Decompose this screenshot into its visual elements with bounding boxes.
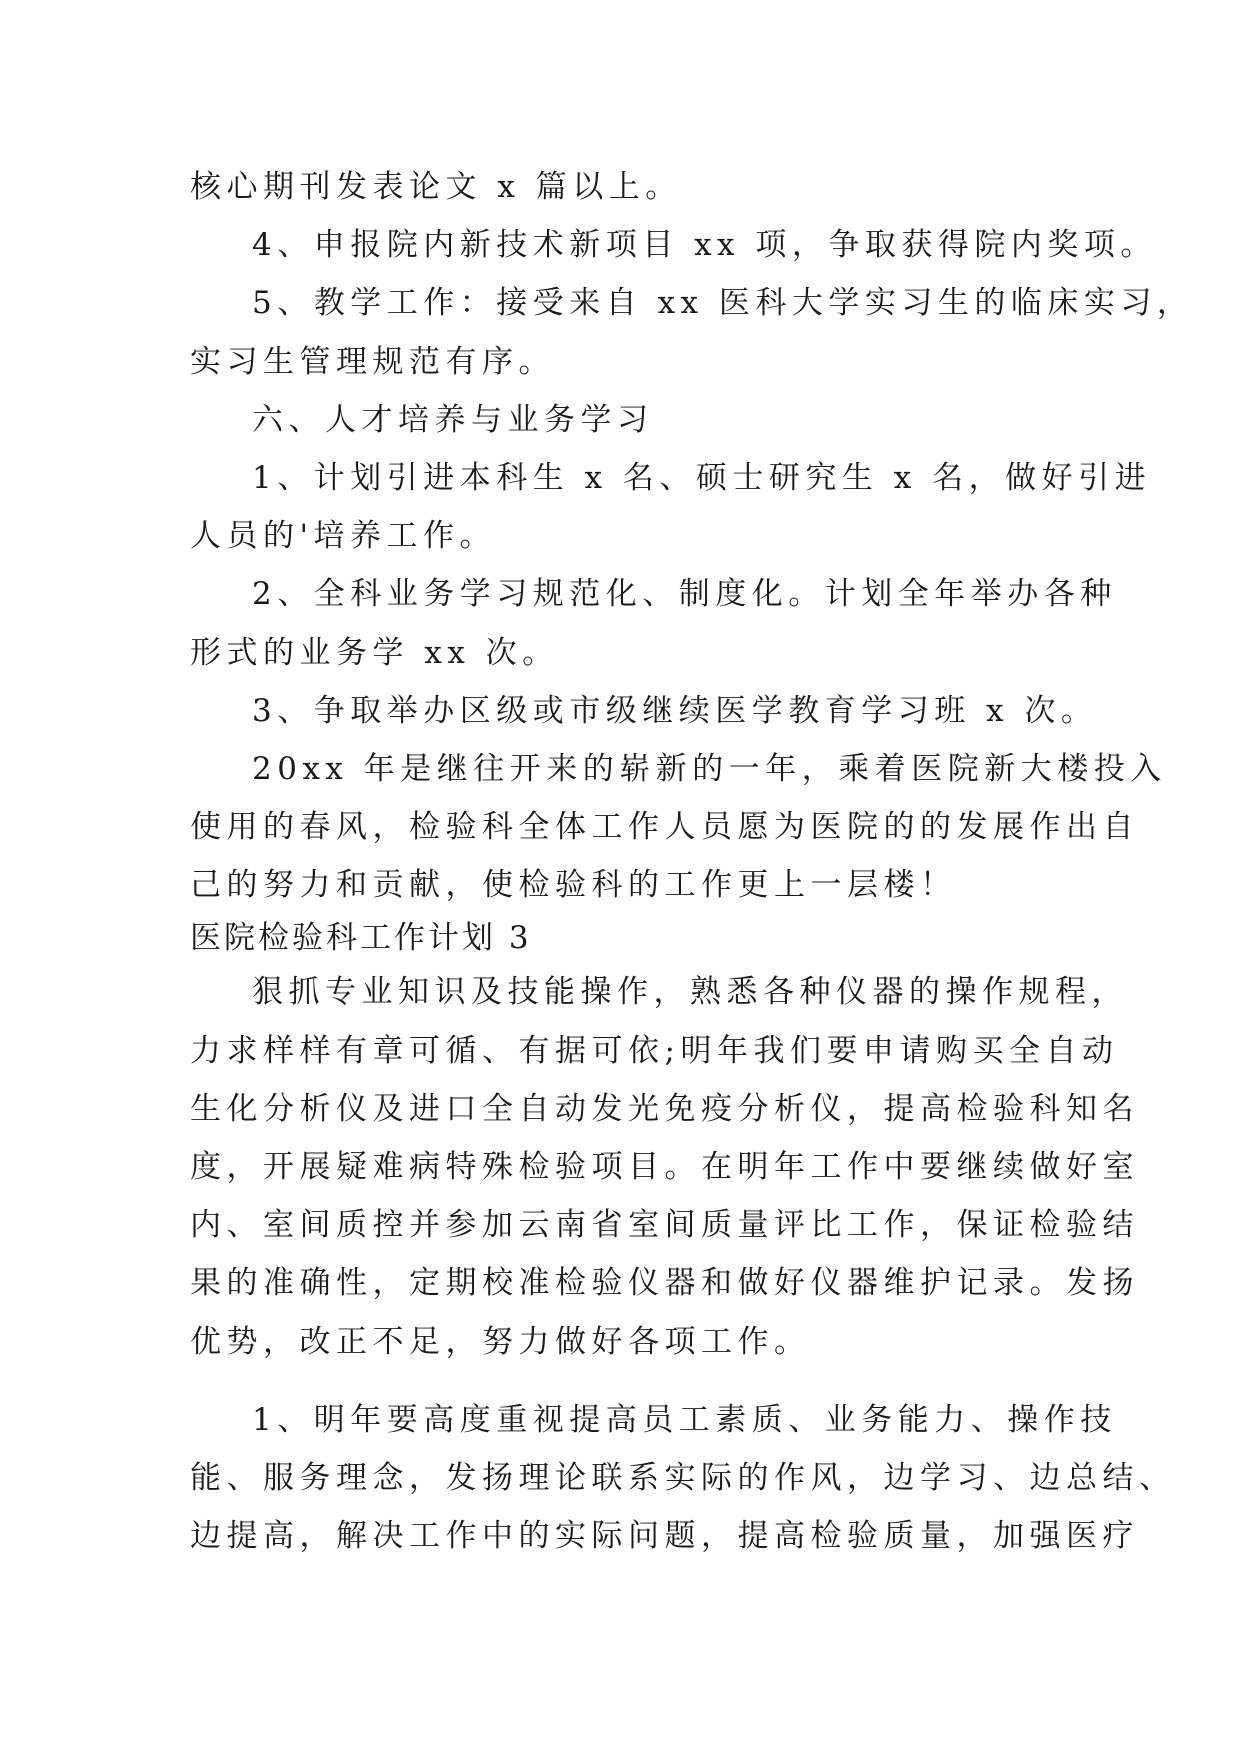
section-title: 医院检验科工作计划 3 [190, 920, 532, 957]
paragraph-line: 实习生管理规范有序。 [190, 343, 555, 380]
paragraph-line: 2、全科业务学习规范化、制度化。计划全年举办各种 [252, 576, 1117, 613]
paragraph-line: 3、争取举办区级或市级继续医学教育学习班 x 次。 [252, 692, 1098, 729]
paragraph-line: 能、服务理念，发扬理论联系实际的作风，边学习、边总结、 [190, 1459, 1176, 1496]
paragraph-line: 内、室间质控并参加云南省室间质量评比工作，保证检验结 [190, 1207, 1139, 1244]
paragraph-line: 边提高，解决工作中的实际问题，提高检验质量，加强医疗 [190, 1518, 1139, 1555]
paragraph-line: 1、明年要高度重视提高员工素质、业务能力、操作技 [252, 1401, 1117, 1438]
paragraph-line: 生化分析仪及进口全自动发光免疫分析仪，提高检验科知名 [190, 1090, 1139, 1127]
paragraph-line: 度，开展疑难病特殊检验项目。在明年工作中要继续做好室 [190, 1149, 1139, 1185]
paragraph-line: 形式的业务学 xx 次。 [190, 634, 559, 671]
paragraph-line: 5、教学工作：接受来自 xx 医科大学实习生的临床实习， [252, 285, 1194, 322]
subheading-line: 六、人才培养与业务学习 [252, 401, 654, 438]
paragraph-line: 20xx 年是继往开来的崭新的一年，乘着医院新大楼投入 [252, 750, 1167, 787]
paragraph-line: 使用的春风，检验科全体工作人员愿为医院的的发展作出自 [190, 809, 1139, 846]
paragraph-gap [190, 1371, 1070, 1391]
paragraph-line: 优势，改正不足，努力做好各项工作。 [190, 1323, 811, 1360]
paragraph-line: 己的努力和贡献，使检验科的工作更上一层楼！ [190, 867, 957, 904]
paragraph-line: 4、申报院内新技术新项目 xx 项，争取获得院内奖项。 [252, 227, 1157, 264]
paragraph-line: 核心期刊发表论文 x 篇以上。 [190, 169, 682, 205]
paragraph-line: 力求样样有章可循、有据可依;明年我们要申请购买全自动 [190, 1032, 1119, 1069]
paragraph-line: 1、计划引进本科生 x 名、硕士研究生 x 名，做好引进 [252, 459, 1152, 496]
paragraph-line: 人员的'培养工作。 [190, 518, 497, 555]
paragraph-line: 狠抓专业知识及技能操作，熟悉各种仪器的操作规程， [252, 974, 1128, 1011]
paragraph-line: 果的准确性，定期校准检验仪器和做好仪器维护记录。发扬 [190, 1265, 1139, 1302]
document-body [190, 158, 1194, 1565]
